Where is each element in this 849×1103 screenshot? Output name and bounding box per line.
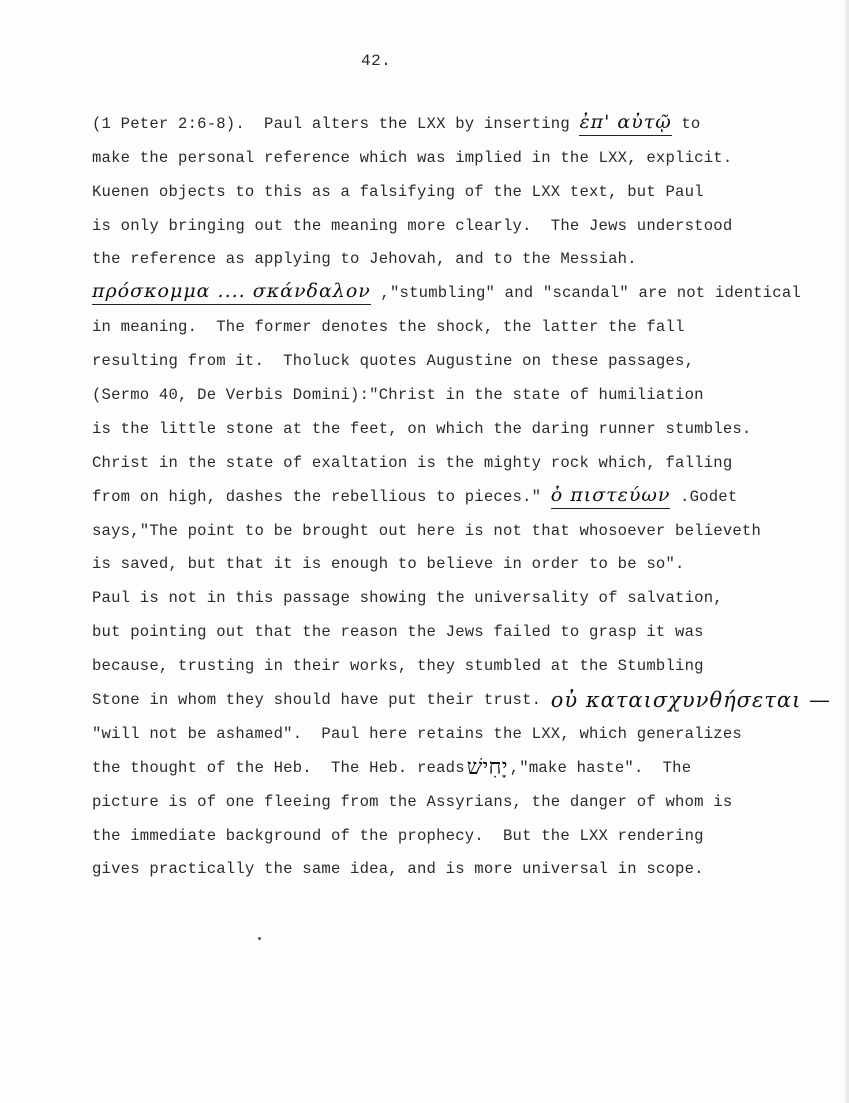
text-line <box>92 780 812 814</box>
line-text: the immediate background of the prophecy. But the LXX rendering <box>92 826 704 845</box>
text-line <box>92 204 812 238</box>
line-text: Kuenen objects to this as a falsifying of the LXX text, but Paul <box>92 182 704 201</box>
text-line <box>92 339 812 373</box>
line-text: Paul is not in this passage showing the universality of salvation, <box>92 589 723 608</box>
text-line <box>92 576 812 610</box>
paper-speck <box>258 937 261 940</box>
line-text: is saved, but that it is enough to believe in order to be so". <box>92 555 685 574</box>
line-text: make the personal reference which was implied in the LXX, explicit. <box>92 148 733 167</box>
greek-insertion: ὁ πιστεύων <box>551 483 671 509</box>
line-text: from on high, dashes the rebellious to pieces." <box>92 487 551 506</box>
line-text: ,"make haste". The <box>509 758 692 777</box>
text-line <box>92 678 831 713</box>
page-edge <box>845 0 849 1103</box>
line-text: is the little stone at the feet, on which the daring runner stumbles. <box>92 419 752 438</box>
line-text: "will not be ashamed". Paul here retains the LXX, which generalizes <box>92 724 742 743</box>
text-line <box>92 170 812 204</box>
text-line <box>92 746 812 780</box>
text-line <box>92 238 812 272</box>
body-text <box>92 102 831 881</box>
line-text: Christ in the state of exaltation is the mighty rock which, falling <box>92 453 733 472</box>
text-line <box>92 305 812 339</box>
line-text: the reference as applying to Jehovah, and to the Messiah. <box>92 250 637 269</box>
greek-insertion: πρόσκομμα .... σκάνδαλον <box>92 279 371 305</box>
text-line <box>92 814 812 848</box>
text-line <box>92 712 812 746</box>
line-text: .Godet <box>670 487 738 506</box>
line-text: picture is of one fleeing from the Assyrians, the danger of whom is <box>92 792 733 811</box>
text-line <box>92 509 812 543</box>
line-text: (1 Peter 2:6-8). Paul alters the LXX by inserting <box>92 114 580 133</box>
line-text: in meaning. The former denotes the shock, the latter the fall <box>92 318 685 337</box>
hebrew-insertion: יָחִישׁ <box>466 754 508 780</box>
text-line <box>92 475 812 509</box>
text-line <box>92 543 812 577</box>
text-line <box>92 441 812 475</box>
greek-insertion: οὐ καταισχυνθήσεται — <box>550 688 831 713</box>
line-text: because, trusting in their works, they stumbled at the Stumbling <box>92 657 704 676</box>
text-line <box>92 102 812 136</box>
text-line <box>92 407 812 441</box>
text-line <box>92 848 812 882</box>
line-text: gives practically the same idea, and is more universal in scope. <box>92 860 704 879</box>
line-text: says,"The point to be brought out here is not that whosoever believeth <box>92 521 762 540</box>
line-text: ,"stumbling" and "scandal" are not identical <box>370 284 801 303</box>
page-number: 42. <box>361 52 392 70</box>
text-line <box>92 610 812 644</box>
line-text: Stone in whom they should have put their trust. <box>92 691 551 710</box>
text-line <box>92 644 812 678</box>
text-line <box>92 136 812 170</box>
line-text: resulting from it. Tholuck quotes Augustine on these passages, <box>92 352 695 371</box>
greek-insertion: ἐπ' αὐτῷ <box>579 110 671 136</box>
line-text: to <box>671 114 701 133</box>
text-line <box>92 373 812 407</box>
line-text: the thought of the Heb. The Heb. reads <box>92 758 465 777</box>
line-text: is only bringing out the meaning more clearly. The Jews understood <box>92 216 733 235</box>
line-text: but pointing out that the reason the Jews failed to grasp it was <box>92 623 704 642</box>
text-line <box>92 271 812 305</box>
line-text: (Sermo 40, De Verbis Domini):"Christ in the state of humiliation <box>92 386 704 405</box>
